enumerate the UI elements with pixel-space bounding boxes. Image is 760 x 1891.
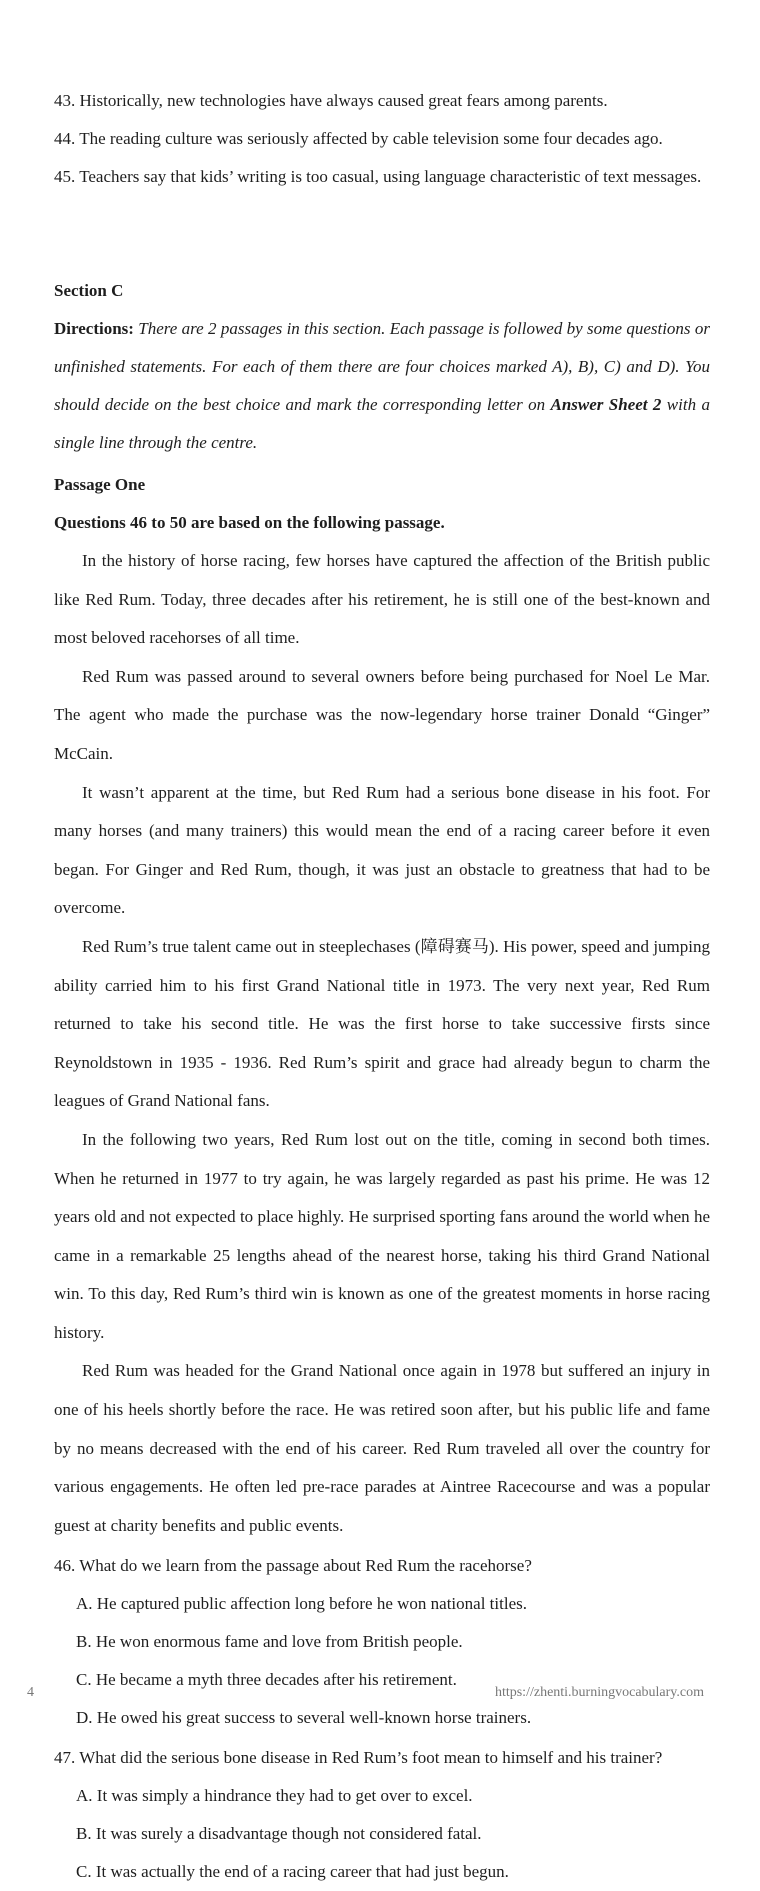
question-stem: 47. What did the serious bone disease in Red Rum’s foot mean to himself and his trainer? — [54, 1748, 663, 1768]
statement-43: 43. Historically, new technologies have always caused great fears among parents. — [54, 91, 608, 110]
passage-intro: Questions 46 to 50 are based on the following passage. — [54, 513, 445, 532]
option-d: D. He owed his great success to several well-known horse trainers. — [76, 1708, 532, 1728]
directions-text-2: with a single line through the centre. — [54, 395, 710, 452]
passage-paragraph-4: Red Rum’s true talent came out in steeplechases (障碍赛马). His power, speed and jumping ability carried him to his first Grand National title in 1973. The very next year, Red Rum returned to take his second title. He was the first horse to take successive firsts since Reynoldstown in 1935 - 1936. Red Rum’s spirit and grace had already begun to charm the leagues of Grand National fans. — [54, 936, 710, 1111]
passage-paragraph-6: Red Rum was headed for the Grand National once again in 1978 but suffered an injury in one of his heels shortly before the race. He was retired soon after, but his public life and fame by no means decreased with the end of his career. Red Rum traveled all over the country for various engagements. He often led pre-race parades at Aintree Racecourse and was a popular guest at charity benefits and public events. — [54, 1361, 710, 1535]
statement-45: 45. Teachers say that kids’ writing is too casual, using language characteristic of text messages. — [54, 167, 702, 186]
passage-paragraph-5: In the following two years, Red Rum lost out on the title, coming in second both times. When he returned in 1977 to try again, he was largely regarded as past his prime. He was 12 years old and not expected to place highly. He surprised sporting fans around the world when he came in a remarkable 25 lengths ahead of the nearest horse, taking his third Grand National win. To this day, Red Rum’s third win is known as one of the greatest moments in horse racing history. — [54, 1129, 710, 1342]
option-c: C. He became a myth three decades after his retirement. — [76, 1670, 457, 1690]
directions-label: Directions: — [54, 319, 134, 338]
passage-body — [54, 542, 710, 1545]
passage-paragraph-3: It wasn’t apparent at the time, but Red Rum had a serious bone disease in his foot. For many horses (and many trainers) this would mean the end of a racing career before it even began. For Ginger and Red Rum, though, it was just an obstacle to greatness that had to be overcome. — [54, 782, 710, 918]
statement-list — [54, 82, 714, 196]
answer-sheet-label: Answer Sheet 2 — [550, 395, 662, 414]
page-number: 4 — [27, 1685, 34, 1700]
section-title: Section C — [54, 281, 124, 300]
option-a: A. It was simply a hindrance they had to get over to excel. — [76, 1786, 473, 1806]
option-b: B. It was surely a disadvantage though not considered fatal. — [76, 1824, 482, 1844]
passage-title: Passage One — [54, 475, 146, 494]
question-47 — [54, 1739, 710, 1891]
question-46 — [54, 1547, 710, 1737]
option-c: C. It was actually the end of a racing career that had just begun. — [76, 1862, 509, 1882]
option-a: A. He captured public affection long before he won national titles. — [76, 1594, 527, 1614]
question-stem: 46. What do we learn from the passage about Red Rum the racehorse? — [54, 1556, 532, 1576]
directions — [54, 310, 710, 462]
passage-paragraph-1: In the history of horse racing, few horses have captured the affection of the British public like Red Rum. Today, three decades after his retirement, he is still one of the best-known and most beloved racehorses of all time. — [54, 551, 710, 648]
section-c — [54, 272, 710, 1891]
directions-text-1: There are 2 passages in this section. Each passage is followed by some questions or unfinished statements. For each of them there are four choices marked A), B), C) and D). You should decide on the best choice and mark the corresponding letter on — [54, 319, 710, 414]
footer-url: https://zhenti.burningvocabulary.com — [494, 1685, 704, 1700]
option-b: B. He won enormous fame and love from British people. — [76, 1632, 463, 1652]
passage-paragraph-2: Red Rum was passed around to several owners before being purchased for Noel Le Mar. The agent who made the purchase was the now-legendary horse trainer Donald “Ginger” McCain. — [54, 666, 710, 763]
statement-44: 44. The reading culture was seriously affected by cable television some four decades ago. — [54, 129, 663, 148]
